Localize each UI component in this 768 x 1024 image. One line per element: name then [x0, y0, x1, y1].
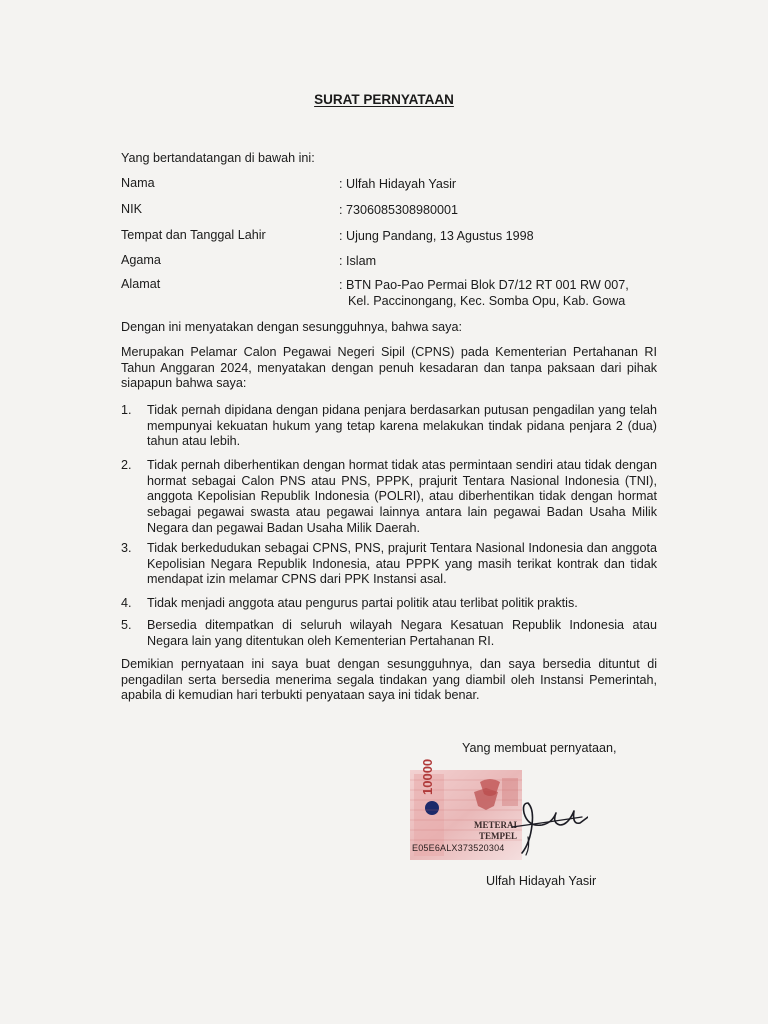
document-title: SURAT PERNYATAAN: [314, 92, 454, 107]
list-number: 5.: [121, 618, 132, 632]
field-value-nama: : Ulfah Hidayah Yasir: [339, 177, 457, 191]
closing-phrase: Yang membuat pernyataan,: [462, 741, 617, 755]
list-item-text: Tidak berkedudukan sebagai CPNS, PNS, prajurit Tentara Nasional Indonesia dan anggota Kepolisian Negara Republik Indonesia, atau PPPK yang masih terikat kontrak dan tidak mendapat izin melamar CPNS dari PPK Instansi asal.: [147, 541, 657, 587]
list-item: [121, 541, 657, 588]
list-number: 2.: [121, 458, 132, 472]
field-label-nik: NIK: [121, 202, 142, 216]
field-label-ttl: Tempat dan Tanggal Lahir: [121, 228, 266, 242]
signer-name: Ulfah Hidayah Yasir: [486, 874, 597, 888]
list-item-text: Tidak pernah diberhentikan dengan hormat tidak atas permintaan sendiri atau tidak dengan hormat sebagai Calon PNS atau PNS, PPPK, prajurit Tentara Nasional Indonesia (TNI), anggota Kepolisian Republik Indonesia (POLRI), atau diberhentikan tidak dengan hormat sebagai pegawai swasta atau pegawai lainnya antara lain pegawai Badan Usaha Milik Negara dan pegawai Badan Usaha Milik Daerah.: [147, 458, 657, 535]
list-number: 3.: [121, 541, 132, 555]
field-value-nik: : 7306085308980001: [339, 203, 459, 217]
list-item-text: Bersedia ditempatkan di seluruh wilayah Negara Kesatuan Republik Indonesia atau Negara lain yang ditentukan oleh Kementerian Pertahanan RI.: [147, 618, 657, 648]
closing-paragraph: Demikian pernyataan ini saya buat dengan sesungguhnya, dan saya bersedia dituntut di pengadilan serta bersedia menerima segala tindakan yang diambil oleh Instansi Pemerintah, apabila di kemudian hari terbukti penyataan saya ini tidak benar.: [121, 657, 657, 703]
list-number: 1.: [121, 403, 132, 417]
list-number: 4.: [121, 596, 132, 610]
field-label-alamat: Alamat: [121, 277, 161, 291]
field-value-alamat: : BTN Pao-Pao Permai Blok D7/12 RT 001 RW 007,: [339, 278, 629, 292]
stamp-value: 10000: [420, 758, 435, 795]
field-label-agama: Agama: [121, 253, 161, 267]
field-value-ttl: : Ujung Pandang, 13 Agustus 1998: [339, 229, 534, 243]
signature-icon: [508, 793, 588, 859]
field-value-alamat-line2: Kel. Paccinongang, Kec. Somba Opu, Kab. Gowa: [348, 294, 626, 308]
list-item-text: Tidak pernah dipidana dengan pidana penjara berdasarkan putusan pengadilan yang telah mempunyai kekuatan hukum yang tetap karena melakukan tindak pidana penjara 2 (dua) tahun atau lebih.: [147, 403, 657, 449]
stamp-serial: E05E6ALX373520304: [412, 843, 505, 853]
field-label-nama: Nama: [121, 176, 155, 190]
main-paragraph: Merupakan Pelamar Calon Pegawai Negeri Sipil (CPNS) pada Kementerian Pertahanan RI Tahun Anggaran 2024, menyatakan dengan penuh kesadaran dan tanpa paksaan dari pihak siapapun bahwa saya:: [121, 345, 657, 391]
list-item: [121, 458, 657, 537]
list-item-text: Tidak menjadi anggota atau pengurus partai politik atau terlibat politik praktis.: [147, 596, 578, 610]
stamp-label-meterai: METERAI: [474, 820, 518, 830]
list-item: [121, 596, 657, 612]
field-value-agama: : Islam: [339, 254, 377, 268]
list-item: [121, 618, 657, 649]
list-item: [121, 403, 657, 450]
intro-text: Yang bertandatangan di bawah ini:: [121, 151, 315, 165]
statement-intro: Dengan ini menyatakan dengan sesungguhnya, bahwa saya:: [121, 320, 462, 334]
stamp-label-tempel: TEMPEL: [479, 831, 518, 841]
